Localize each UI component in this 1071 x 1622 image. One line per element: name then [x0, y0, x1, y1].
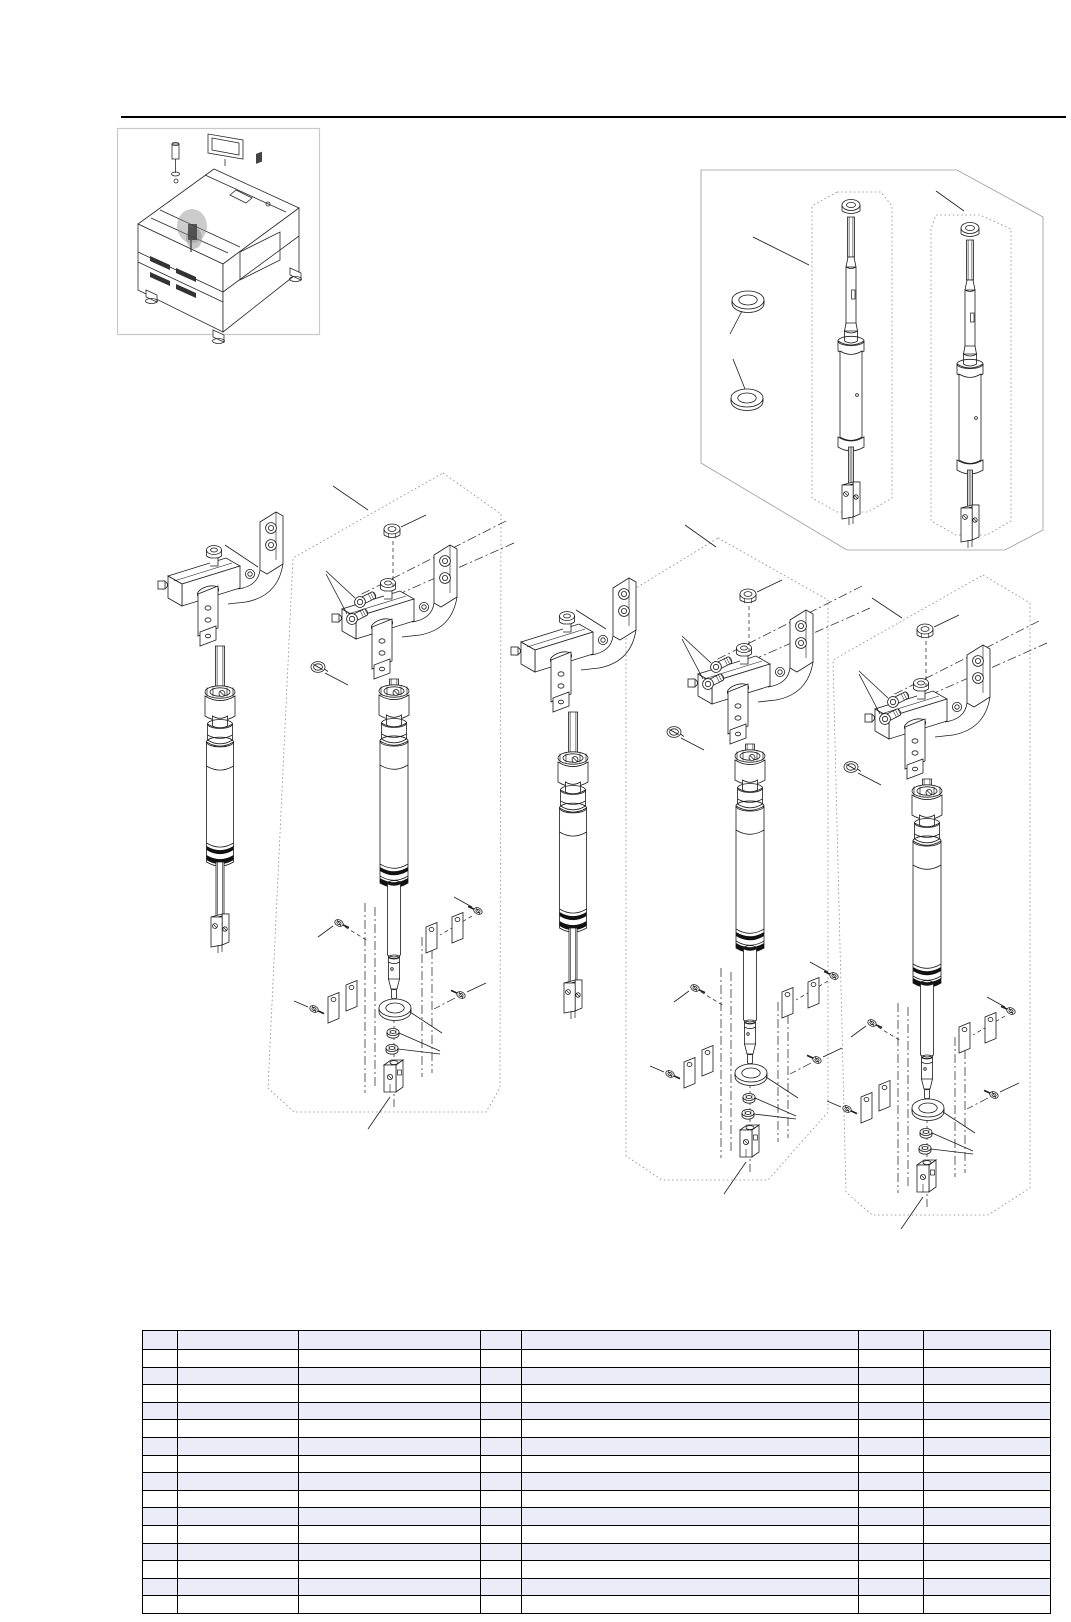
table-cell — [924, 1596, 1051, 1614]
table-row — [143, 1455, 1051, 1473]
table-cell — [924, 1490, 1051, 1508]
table-row — [143, 1350, 1051, 1368]
table-cell — [178, 1561, 299, 1579]
table-cell — [178, 1490, 299, 1508]
table-cell — [859, 1543, 924, 1561]
table-cell — [178, 1596, 299, 1614]
machine-thumbnail — [118, 129, 320, 344]
table-row — [143, 1561, 1051, 1579]
table-row — [143, 1490, 1051, 1508]
table-cell — [522, 1596, 859, 1614]
table-cell — [859, 1420, 924, 1438]
table-cell — [143, 1455, 178, 1473]
table-cell — [481, 1490, 522, 1508]
table-cell — [481, 1578, 522, 1596]
table-cell — [178, 1473, 299, 1491]
table-cell — [924, 1385, 1051, 1403]
table-cell — [143, 1525, 178, 1543]
seal-ring-lower — [731, 359, 763, 411]
table-cell — [859, 1455, 924, 1473]
table-cell — [143, 1543, 178, 1561]
parts-table-col-4 — [522, 1331, 859, 1350]
table-cell — [143, 1437, 178, 1455]
head-assembly-4 — [650, 580, 870, 1194]
table-cell — [481, 1473, 522, 1491]
table-cell — [178, 1420, 299, 1438]
table-row — [143, 1437, 1051, 1455]
table-cell — [481, 1367, 522, 1385]
table-cell — [481, 1385, 522, 1403]
table-cell — [522, 1385, 859, 1403]
table-cell — [924, 1473, 1051, 1491]
parts-table-header — [143, 1331, 1051, 1350]
parts-table — [142, 1330, 1051, 1614]
table-cell — [522, 1455, 859, 1473]
table-cell — [299, 1455, 481, 1473]
table-row — [143, 1543, 1051, 1561]
table-cell — [522, 1525, 859, 1543]
table-cell — [299, 1473, 481, 1491]
table-row — [143, 1596, 1051, 1614]
table-cell — [299, 1543, 481, 1561]
table-cell — [924, 1455, 1051, 1473]
table-row — [143, 1473, 1051, 1491]
table-cell — [481, 1508, 522, 1526]
parts-table-col-1 — [178, 1331, 299, 1350]
table-row — [143, 1402, 1051, 1420]
table-cell — [924, 1543, 1051, 1561]
table-cell — [299, 1596, 481, 1614]
table-cell — [178, 1350, 299, 1368]
table-cell — [522, 1473, 859, 1491]
table-row — [143, 1420, 1051, 1438]
table-cell — [481, 1437, 522, 1455]
table-cell — [522, 1437, 859, 1455]
table-cell — [481, 1596, 522, 1614]
table-cell — [522, 1367, 859, 1385]
head-assembly-5 — [827, 615, 1047, 1229]
table-cell — [859, 1578, 924, 1596]
table-cell — [522, 1350, 859, 1368]
table-cell — [859, 1525, 924, 1543]
table-cell — [178, 1525, 299, 1543]
table-cell — [924, 1561, 1051, 1579]
table-cell — [859, 1367, 924, 1385]
table-cell — [522, 1490, 859, 1508]
table-cell — [178, 1437, 299, 1455]
table-cell — [481, 1525, 522, 1543]
table-row — [143, 1578, 1051, 1596]
table-cell — [299, 1420, 481, 1438]
table-cell — [143, 1420, 178, 1438]
parts-table-col-3 — [481, 1331, 522, 1350]
table-cell — [143, 1473, 178, 1491]
table-cell — [924, 1508, 1051, 1526]
table-cell — [299, 1367, 481, 1385]
table-cell — [178, 1367, 299, 1385]
parts-table-col-5 — [859, 1331, 924, 1350]
table-cell — [522, 1420, 859, 1438]
table-cell — [143, 1596, 178, 1614]
table-cell — [522, 1578, 859, 1596]
table-cell — [143, 1561, 178, 1579]
table-cell — [859, 1490, 924, 1508]
table-cell — [924, 1578, 1051, 1596]
table-cell — [143, 1578, 178, 1596]
table-cell — [481, 1543, 522, 1561]
table-cell — [924, 1350, 1051, 1368]
table-cell — [522, 1508, 859, 1526]
table-cell — [178, 1508, 299, 1526]
table-cell — [143, 1490, 178, 1508]
seal-ring-upper — [730, 291, 764, 334]
table-cell — [522, 1543, 859, 1561]
table-cell — [859, 1437, 924, 1455]
table-cell — [924, 1367, 1051, 1385]
table-cell — [299, 1490, 481, 1508]
parts-table-col-6 — [924, 1331, 1051, 1350]
table-row — [143, 1525, 1051, 1543]
parts-table-col-0 — [143, 1331, 178, 1350]
table-cell — [924, 1402, 1051, 1420]
shaft-subassembly-right — [957, 223, 983, 549]
table-cell — [924, 1437, 1051, 1455]
shaft-detail-group — [701, 170, 1043, 550]
table-cell — [143, 1402, 178, 1420]
table-cell — [299, 1525, 481, 1543]
table-cell — [481, 1561, 522, 1579]
head-assembly-2 — [294, 515, 514, 1129]
table-cell — [522, 1402, 859, 1420]
table-cell — [299, 1578, 481, 1596]
head-assembly-3 — [511, 578, 636, 1019]
table-cell — [481, 1350, 522, 1368]
table-cell — [178, 1385, 299, 1403]
table-cell — [859, 1402, 924, 1420]
table-cell — [299, 1508, 481, 1526]
table-cell — [143, 1385, 178, 1403]
table-row — [143, 1508, 1051, 1526]
table-cell — [299, 1350, 481, 1368]
table-cell — [522, 1561, 859, 1579]
table-cell — [299, 1402, 481, 1420]
table-row — [143, 1367, 1051, 1385]
table-cell — [859, 1473, 924, 1491]
table-cell — [859, 1596, 924, 1614]
parts-table-col-2 — [299, 1331, 481, 1350]
table-row — [143, 1385, 1051, 1403]
table-cell — [178, 1455, 299, 1473]
table-cell — [924, 1420, 1051, 1438]
table-cell — [859, 1385, 924, 1403]
head-assembly-1 — [158, 512, 283, 953]
table-cell — [178, 1578, 299, 1596]
table-cell — [859, 1508, 924, 1526]
table-cell — [143, 1508, 178, 1526]
shaft-subassembly-left — [838, 200, 864, 526]
table-cell — [299, 1561, 481, 1579]
table-cell — [178, 1543, 299, 1561]
table-cell — [481, 1420, 522, 1438]
table-cell — [178, 1402, 299, 1420]
table-cell — [143, 1350, 178, 1368]
table-cell — [481, 1455, 522, 1473]
table-cell — [859, 1561, 924, 1579]
table-cell — [859, 1350, 924, 1368]
parts-table-body — [143, 1350, 1051, 1614]
table-cell — [481, 1402, 522, 1420]
table-cell — [924, 1525, 1051, 1543]
table-cell — [299, 1437, 481, 1455]
table-cell — [143, 1367, 178, 1385]
table-cell — [299, 1385, 481, 1403]
